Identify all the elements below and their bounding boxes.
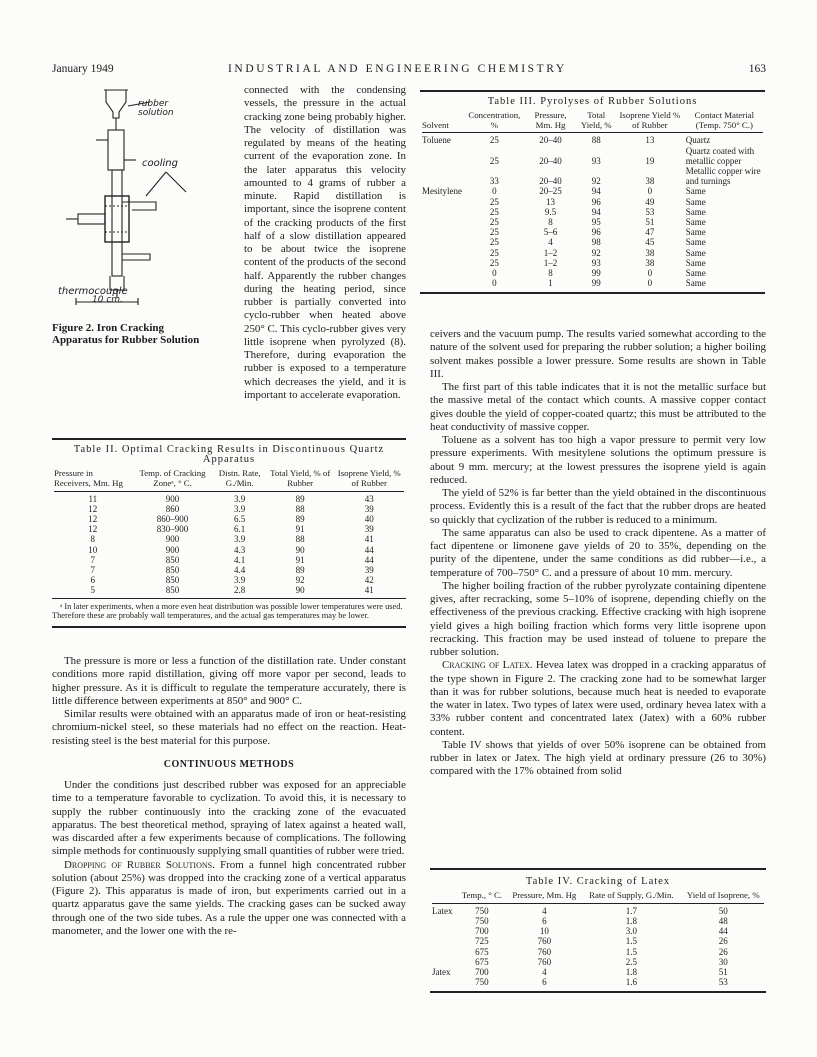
table-cell: 9.5 xyxy=(544,206,557,217)
table-cell: 5–6 xyxy=(543,227,558,238)
table-cell: 88 xyxy=(295,503,305,514)
table-cell xyxy=(420,248,464,258)
table-cell: 10 xyxy=(539,926,549,937)
table-row xyxy=(52,585,406,595)
table-cell: 48 xyxy=(718,916,728,926)
table-cell: 675 xyxy=(475,956,489,967)
table-cell: 850 xyxy=(165,565,180,576)
paragraph: Under the conditions just described rubber was exposed for an appreciable time to a temperature favorable to cyclization. To avoid this, it is necessary to supply the rubber continuously into the cracking zone of the evacuated apparatus. The best theoretical method, spraying of latex against a heated wall, was discarded after a few experiments because of complications. The following simple methods for continuously supplying small quantities of rubber were tried. xyxy=(52,779,406,858)
table-cell: 49 xyxy=(645,196,655,207)
table-cell: 675 xyxy=(475,946,489,957)
table-cell xyxy=(420,237,464,247)
table-cell: 25 xyxy=(489,257,499,268)
table-cell: 1.5 xyxy=(625,946,637,957)
table-rule xyxy=(430,868,766,870)
table-cell: 93 xyxy=(591,257,601,268)
header-date: January 1949 xyxy=(52,63,114,75)
table-cell: 0 xyxy=(647,278,653,289)
table-cell: 3.0 xyxy=(625,926,637,937)
table-cell: 900 xyxy=(165,493,180,504)
table-2-footnote: ᵃ In later experiments, when a more even heat distribution was possible lower temperatures were used. Therefore these are probably wall temperatures, and the actual gas temperatures may be lower. xyxy=(52,601,403,620)
table-4 xyxy=(430,868,766,993)
table-cell: 8 xyxy=(90,534,96,545)
table-row xyxy=(52,534,406,544)
table-cell: 94 xyxy=(591,186,601,197)
table-cell: 860 xyxy=(165,503,180,514)
table-cell: 98 xyxy=(591,237,601,248)
table-cell: 25 xyxy=(489,237,499,248)
table-cell: 89 xyxy=(295,514,305,524)
table-cell xyxy=(420,227,464,237)
paragraph: The yield of 52% is far better than the yield obtained in the discontinuous process. Evidently this is a result of the fact that the rubber drops are heated so quickly that cyclization of the rubber is reduced to a minimum. xyxy=(430,487,766,526)
table-2-title: Table II. Optimal Cracking Results in Discontinuous Quartz Apparatus xyxy=(73,444,385,466)
table-cell: Same xyxy=(685,217,706,228)
page-number: 163 xyxy=(748,63,766,75)
table-cell: 25 xyxy=(489,155,499,166)
paragraph-text: From a funnel high concentrated rubber solution (about 25%) was dropped into the cracking zone of a vertical apparatus (Figure 2). This apparatus is made of iron, but experiments carried out in a quartz apparatus gave the same yields. The cracking gases can be sucked away through one of the two side tubes. As a rule the upper one was connected with a manometer, and the lower one with the re- xyxy=(52,858,406,937)
table-cell: 725 xyxy=(475,936,489,947)
paragraph: Toluene as a solvent has too high a vapor pressure to permit very low pressure experiments. With mesitylene solutions the optimum pressure is about 9 mm. mercury; at the lowest pressures the isoprene yield is again reduced. xyxy=(430,434,766,486)
table-cell: Same xyxy=(685,227,706,238)
table-cell: 5 xyxy=(90,585,96,596)
table-cell: 13 xyxy=(645,135,655,146)
table-row xyxy=(52,504,406,514)
table-3-title: Table III. Pyrolyses of Rubber Solutions xyxy=(487,96,698,107)
table-cell: 6.1 xyxy=(234,524,246,535)
table-cell: Same xyxy=(685,186,706,197)
table-cell: 3.9 xyxy=(234,503,246,514)
table-4-grid xyxy=(430,891,766,987)
table-cell: 53 xyxy=(645,206,655,217)
table-header-cell: Isoprene Yield % of Rubber xyxy=(619,110,681,130)
table-cell: 850 xyxy=(165,585,180,596)
table-row xyxy=(420,217,765,227)
table-cell: 1.7 xyxy=(625,905,637,916)
table-cell: 12 xyxy=(88,503,98,514)
table-cell: 3.9 xyxy=(234,575,246,586)
table-cell: 41 xyxy=(364,585,374,596)
table-row xyxy=(430,947,766,957)
table-row xyxy=(52,524,406,534)
table-cell: Jatex xyxy=(432,967,451,978)
table-cell: 39 xyxy=(364,565,374,576)
table-cell: 96 xyxy=(591,196,601,207)
table-cell: 51 xyxy=(718,967,728,978)
table-cell: Quartz xyxy=(685,135,711,146)
table-header-cell: Yield of Isoprene, % xyxy=(686,890,760,901)
paragraph: The same apparatus can also be used to crack dipentene. As a matter of fact dipentene or limonene gave yields of 20 to 35%, depending on the purity of the dipentene, under the same conditions as did rubber—i.e., a temperature of 700–750° C. and a pressure of about 10 mm. mercury. xyxy=(430,526,766,579)
section-heading: CONTINUOUS METHODS xyxy=(163,758,295,770)
table-cell: 20–40 xyxy=(539,176,562,187)
table-4-header-row xyxy=(430,891,766,901)
table-row xyxy=(420,227,765,237)
table-cell: 53 xyxy=(718,977,728,988)
table-cell: 1–2 xyxy=(543,257,558,268)
table-cell: 1–2 xyxy=(543,247,558,258)
table-row xyxy=(430,916,766,926)
table-cell xyxy=(420,207,464,217)
paragraph: Similar results were obtained with an apparatus made of iron or heat-resisting chromium-nickel steel, so these materials had no effect on the reaction. Heat-resisting steel is the best material for this purpose. xyxy=(52,708,406,747)
table-cell: 39 xyxy=(364,524,374,535)
label-thermocouple: thermocouple xyxy=(58,286,128,297)
table-cell: 860–900 xyxy=(156,514,189,524)
table-cell: 6 xyxy=(542,916,547,926)
table-cell: 20–40 xyxy=(539,135,562,146)
table-cell: 88 xyxy=(591,135,601,146)
paragraph: The first part of this table indicates that it is not the metallic surface but the massive metal of the contact which counts. A massive copper contact gives double the yield of copper-coated quartz; this must be attributed to the heat conductivity of massive copper. xyxy=(430,381,766,433)
table-cell: 900 xyxy=(165,534,180,545)
table-cell: 93 xyxy=(591,155,601,166)
table-2 xyxy=(52,438,406,628)
table-cell: 38 xyxy=(645,257,655,268)
table-rule xyxy=(52,598,406,599)
table-row xyxy=(420,268,765,278)
table-header-cell: Concentration, % xyxy=(468,110,521,130)
table-cell: 92 xyxy=(591,247,601,258)
table-row xyxy=(430,977,766,987)
table-2-grid xyxy=(52,469,406,595)
table-cell: 91 xyxy=(295,554,305,565)
table-row xyxy=(420,135,765,145)
table-cell: Toluene xyxy=(422,135,451,146)
table-cell: 43 xyxy=(364,493,374,504)
table-cell: 41 xyxy=(364,534,374,545)
table-cell: 0 xyxy=(647,268,653,279)
table-cell: Metallic copper wire and turnings xyxy=(685,166,761,187)
table-row xyxy=(430,967,766,977)
table-cell: 1.8 xyxy=(625,916,637,926)
table-cell: 90 xyxy=(295,544,305,555)
table-cell xyxy=(430,936,457,946)
table-cell: Latex xyxy=(432,905,453,916)
table-cell xyxy=(420,258,464,268)
table-3 xyxy=(420,90,765,294)
table-cell: 1 xyxy=(548,278,553,289)
table-cell: 42 xyxy=(364,575,374,586)
table-cell: 750 xyxy=(475,916,489,926)
table-rule xyxy=(432,903,764,904)
table-cell: 700 xyxy=(475,967,489,978)
paragraph: ceivers and the vacuum pump. The results varied somewhat according to the nature of the solvent used for preparing the rubber solution; a higher boiling solvent makes possible a lower pressure. Some results are shown in Table III. xyxy=(430,328,766,380)
table-header-cell: Contact Material (Temp. 750° C.) xyxy=(694,110,755,130)
table-cell: 700 xyxy=(475,926,489,937)
journal-title: INDUSTRIAL AND ENGINEERING CHEMISTRY xyxy=(228,63,567,75)
table-cell: 8 xyxy=(548,217,553,228)
table-cell: 10 xyxy=(88,544,98,555)
table-cell: 2.8 xyxy=(234,585,246,596)
table-cell: 95 xyxy=(591,217,601,228)
table-cell: 30 xyxy=(718,956,728,967)
table-cell: Same xyxy=(685,278,706,289)
table-cell: 4 xyxy=(548,237,553,248)
paragraph: The higher boiling fraction of the rubber pyrolyzate containing dipentene gives, after recracking, some 5–10% of isoprene, depending chiefly on the effectiveness of the previous cracking. Effective cracking with high isoprene yield gives a high boiling fraction which forms very little isoprene upon recracking. This fraction may be used instead of toluene to prepare the rubber solution. xyxy=(430,579,766,658)
paragraph: Table IV shows that yields of over 50% isoprene can be obtained from rubber in latex or Jatex. The high yield at ordinary pressure (26 to 30%) compared with the 17% obtained from solid xyxy=(430,738,766,778)
table-cell: Same xyxy=(685,237,706,248)
table-cell: 4.3 xyxy=(234,544,246,555)
table-cell: 39 xyxy=(364,503,374,514)
table-cell: 20–40 xyxy=(539,155,562,166)
paragraph-text: Hevea latex was dropped in a cracking apparatus of the type shown in Figure 2. The cracking zone had to be somewhat larger than it was for rubber solutions, because much heat is needed to evaporate the water in latex. Two types of latex were used, ordinary hevea latex with a 33% rubber content and concentrated latex (Jatex) with a 60% rubber content. xyxy=(430,659,766,738)
label-cooling: cooling xyxy=(142,158,178,169)
right-column xyxy=(430,328,766,779)
table-cell: 750 xyxy=(475,905,489,916)
table-cell: 25 xyxy=(489,217,499,228)
table-cell: 6.5 xyxy=(234,514,246,524)
table-cell: 7 xyxy=(90,565,96,576)
table-cell: 26 xyxy=(718,946,728,957)
table-cell: 11 xyxy=(88,493,98,504)
table-cell: 3.9 xyxy=(234,534,246,545)
table-cell: 830–900 xyxy=(156,524,189,535)
table-cell: 25 xyxy=(489,206,499,217)
table-rule xyxy=(54,491,404,492)
table-cell: 760 xyxy=(537,946,552,957)
figure-caption: Figure 2. Iron Cracking Apparatus for Rubber Solution xyxy=(52,322,200,346)
table-row xyxy=(420,197,765,207)
table-cell: 12 xyxy=(88,514,98,524)
table-header-cell: Rate of Supply, G./Min. xyxy=(589,890,674,901)
paragraph xyxy=(430,659,766,739)
table-cell: Same xyxy=(685,268,706,279)
table-cell: 92 xyxy=(591,176,601,187)
table-cell: 25 xyxy=(489,196,499,207)
table-row xyxy=(52,514,406,524)
table-cell: 50 xyxy=(718,905,728,916)
table-header-cell: Temp. of Cracking Zoneᵃ, ° C. xyxy=(139,468,206,488)
table-rule xyxy=(430,991,766,993)
table-row xyxy=(420,237,765,247)
table-cell: 1.5 xyxy=(625,936,637,947)
table-cell: 12 xyxy=(88,524,98,535)
table-row xyxy=(52,494,406,504)
table-cell xyxy=(420,166,464,186)
table-cell: 0 xyxy=(492,268,497,279)
left-upper-paragraph: connected with the condensing vessels, the pressure in the actual cracking zone being probably higher. The velocity of distillation was regulated by means of the heating current of the evaporation zone. In the later apparatus this velocity amounted to 4 grams of rubber a minute. Rapid distillation is important, since the isoprene content of the cracking products of the first half of a slow distillation appeared to be about twice the isoprene content of the products of the second half. Apparently the rubber changes during the heating period, since rubber is partially converted into cyclo-rubber when heated above 250° C. This cyclo-rubber gives very little isoprene when pyrolyzed (8). Therefore, during evaporation the rubber is exposed to a temperature which decreases the yield, and it is important to accelerate evaporation. xyxy=(244,84,406,401)
table-row xyxy=(52,545,406,555)
table-rule xyxy=(52,626,406,628)
table-cell: 0 xyxy=(492,186,497,197)
table-row xyxy=(52,565,406,575)
table-cell: Same xyxy=(685,257,706,268)
table-cell: 26 xyxy=(718,936,728,947)
table-4-title: Table IV. Cracking of Latex xyxy=(525,876,671,887)
table-cell: 89 xyxy=(295,493,305,504)
table-cell: 4.4 xyxy=(234,565,246,576)
table-row xyxy=(430,926,766,936)
table-cell: 33 xyxy=(489,176,499,187)
table-cell xyxy=(430,916,457,926)
table-header-cell: Distn. Rate, G./Min. xyxy=(218,468,261,488)
table-cell: Same xyxy=(685,206,706,217)
table-3-grid xyxy=(420,111,765,288)
table-cell xyxy=(420,217,464,227)
label-rubber-solution: rubber solution xyxy=(138,99,174,118)
left-lower-column xyxy=(52,655,406,938)
table-cell: 92 xyxy=(295,575,305,586)
table-cell: 20–25 xyxy=(539,186,562,197)
table-rule xyxy=(420,90,765,92)
table-cell: 99 xyxy=(591,268,601,279)
table-cell: 4.1 xyxy=(234,554,246,565)
table-cell: 91 xyxy=(295,524,305,535)
table-row xyxy=(420,146,765,166)
table-3-header-row xyxy=(420,111,765,130)
table-cell: 96 xyxy=(591,227,601,238)
run-in-heading: Cracking of Latex. xyxy=(442,659,533,672)
table-cell: 760 xyxy=(537,956,552,967)
table-cell: Same xyxy=(685,196,706,207)
table-cell: 900 xyxy=(165,544,180,555)
table-cell: 99 xyxy=(591,278,601,289)
table-cell: 1.8 xyxy=(625,967,637,978)
table-cell: 0 xyxy=(492,278,497,289)
table-cell: 89 xyxy=(295,565,305,576)
table-cell xyxy=(420,268,464,278)
table-header-cell: Solvent xyxy=(422,119,449,130)
table-cell: 7 xyxy=(90,554,96,565)
table-cell: 19 xyxy=(645,155,655,166)
paragraph: The pressure is more or less a function of the distillation rate. Under constant conditions more rapid distillation, giving off more vapor per second, leads to higher pressure. As it is difficult to regulate the temperature accurately, there is little difference between experiments at 850° and 900° C. xyxy=(52,655,406,707)
table-2-header-row xyxy=(52,469,406,488)
table-row xyxy=(420,278,765,288)
table-cell: 94 xyxy=(591,206,601,217)
table-cell: 44 xyxy=(718,926,728,937)
table-row xyxy=(420,207,765,217)
table-cell: 25 xyxy=(489,227,499,238)
table-cell: 8 xyxy=(548,268,553,279)
table-rule xyxy=(52,438,406,440)
table-cell: 850 xyxy=(165,575,180,586)
table-cell: 1.6 xyxy=(625,977,637,988)
table-cell xyxy=(430,957,457,967)
table-cell: Mesitylene xyxy=(422,186,462,197)
table-header-cell: Temp., ° C. xyxy=(461,890,503,901)
table-cell: 40 xyxy=(364,514,374,524)
table-cell: 4 xyxy=(542,967,547,978)
table-cell: 44 xyxy=(364,544,374,555)
table-cell: Quartz coated with metallic copper xyxy=(685,145,755,166)
table-cell: 38 xyxy=(645,247,655,258)
table-cell xyxy=(430,947,457,957)
table-cell: 3.9 xyxy=(234,493,246,504)
table-cell: 38 xyxy=(645,176,655,187)
table-cell xyxy=(420,197,464,207)
table-cell xyxy=(430,926,457,936)
table-rule xyxy=(422,132,763,133)
table-row xyxy=(430,936,766,946)
table-cell: 25 xyxy=(489,135,499,146)
table-cell: 6 xyxy=(542,977,547,988)
table-cell xyxy=(430,977,457,987)
table-row xyxy=(430,906,766,916)
table-cell: Same xyxy=(685,247,706,258)
table-row xyxy=(52,555,406,565)
table-cell: 750 xyxy=(475,977,489,988)
table-cell xyxy=(420,278,464,288)
table-cell: 88 xyxy=(295,534,305,545)
table-cell: 13 xyxy=(546,196,556,207)
table-cell: 2.5 xyxy=(625,956,637,967)
table-rule xyxy=(420,292,765,294)
label-scale: 10 cm. xyxy=(92,295,123,305)
table-header-cell: Pressure, Mm. Hg xyxy=(534,110,567,130)
table-cell: 760 xyxy=(537,936,552,947)
table-cell: 850 xyxy=(165,554,180,565)
table-cell: 45 xyxy=(645,237,655,248)
table-cell: 90 xyxy=(295,585,305,596)
run-in-heading: Dropping of Rubber Solutions. xyxy=(64,858,215,871)
table-row xyxy=(420,186,765,196)
table-header-cell xyxy=(430,891,457,901)
table-cell: 6 xyxy=(90,575,96,586)
table-cell: 0 xyxy=(647,186,653,197)
table-header-cell: Total Yield, % of Rubber xyxy=(270,468,331,488)
table-cell: 51 xyxy=(645,217,655,228)
table-header-cell: Total Yield, % xyxy=(580,110,612,130)
table-header-cell: Pressure, Mm. Hg xyxy=(512,890,577,901)
table-cell: 4 xyxy=(542,905,547,916)
table-row xyxy=(420,166,765,186)
paragraph xyxy=(52,859,406,939)
table-cell: 44 xyxy=(364,554,374,565)
table-cell: 47 xyxy=(645,227,655,238)
table-cell: 25 xyxy=(489,247,499,258)
table-row xyxy=(430,957,766,967)
table-row xyxy=(420,258,765,268)
table-header-cell: Pressure in Receivers, Mm. Hg xyxy=(54,468,123,488)
table-cell xyxy=(420,146,464,166)
table-row xyxy=(420,248,765,258)
table-header-cell: Isoprene Yield, % of Rubber xyxy=(337,468,401,488)
table-row xyxy=(52,575,406,585)
